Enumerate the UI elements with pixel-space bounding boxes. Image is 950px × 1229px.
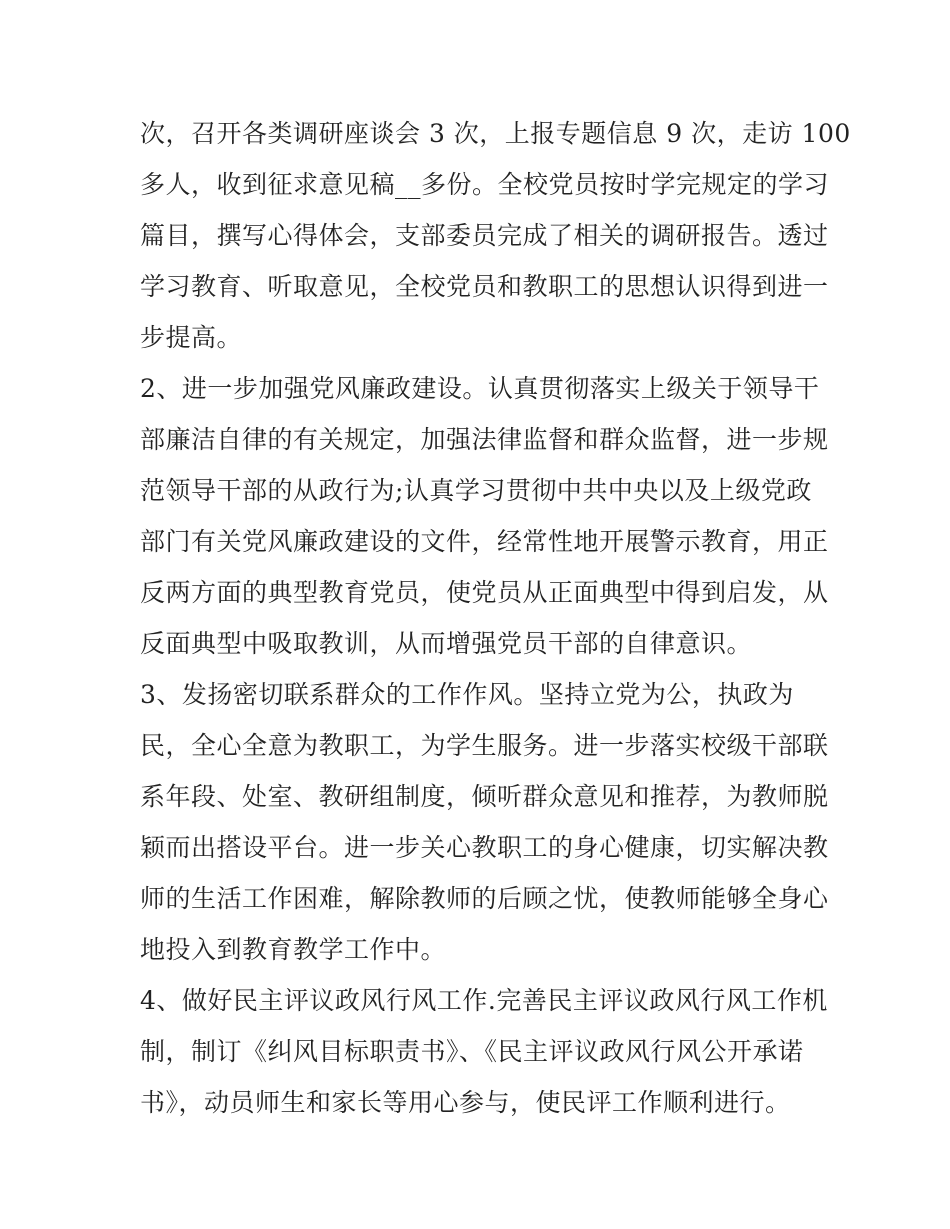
text-line: 系年段、处室、教研组制度，倾听群众意见和推荐，为教师脱 xyxy=(140,782,829,811)
text-line: 部廉洁自律的有关规定，加强法律监督和群众监督，进一步规 xyxy=(140,425,829,454)
text-line: 篇目，撰写心得体会，支部委员完成了相关的调研报告。透过 xyxy=(140,221,829,250)
text-line: 步提高。 xyxy=(140,323,243,352)
text-line: 多人，收到征求意见稿__多份。全校党员按时学完规定的学习 xyxy=(140,170,830,199)
text-line: 4、做好民主评议政风行风工作.完善民主评议政风行风工作机 xyxy=(140,986,828,1015)
text-line: 反两方面的典型教育党员，使党员从正面典型中得到启发，从 xyxy=(140,578,829,607)
text-line: 部门有关党风廉政建设的文件，经常性地开展警示教育，用正 xyxy=(140,527,829,556)
text-line: 范领导干部的从政行为;认真学习贯彻中共中央以及上级党政 xyxy=(140,476,812,505)
text-line: 书》，动员师生和家长等用心参与，使民评工作顺利进行。 xyxy=(140,1088,791,1117)
document-body xyxy=(140,108,851,1128)
text-line: 次，召开各类调研座谈会 3 次，上报专题信息 9 次，走访 100 xyxy=(140,119,851,148)
text-line: 2、进一步加强党风廉政建设。认真贯彻落实上级关于领导干 xyxy=(140,374,820,403)
text-line: 学习教育、听取意见，全校党员和教职工的思想认识得到进一 xyxy=(140,272,829,301)
text-line: 师的生活工作困难，解除教师的后顾之忧，使教师能够全身心 xyxy=(140,884,829,913)
text-line: 地投入到教育教学工作中。 xyxy=(140,935,447,964)
text-line: 制，制订《纠风目标职责书》、《民主评议政风行风公开承诺 xyxy=(140,1037,804,1066)
text-line: 3、发扬密切联系群众的工作作风。坚持立党为公，执政为 xyxy=(140,680,794,709)
text-line: 颖而出搭设平台。进一步关心教职工的身心健康，切实解决教 xyxy=(140,833,829,862)
text-line: 反面典型中吸取教训，从而增强党员干部的自律意识。 xyxy=(140,629,753,658)
text-line: 民，全心全意为教职工，为学生服务。进一步落实校级干部联 xyxy=(140,731,829,760)
